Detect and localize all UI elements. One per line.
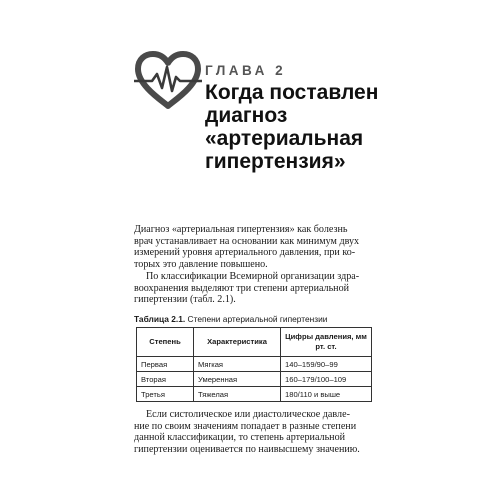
- text-line: гипертензии (табл. 2.1).: [134, 294, 236, 306]
- column-header-pressure: Цифры давления, мм рт. ст.: [281, 328, 372, 357]
- paragraph-diagnosis: [134, 224, 370, 270]
- table-caption-label: Таблица 2.1.: [134, 314, 186, 324]
- hypertension-grades-table: [136, 327, 372, 402]
- chapter-label: ГЛАВА 2: [205, 63, 287, 78]
- text-line: торых это давление повышено.: [134, 258, 268, 270]
- table-caption: [134, 314, 327, 324]
- text-line: ние по своим значениям попадает в разные степени: [134, 420, 357, 432]
- table-header-row: [137, 328, 372, 357]
- heart-pulse-icon: [134, 50, 202, 110]
- column-header-characteristic: Характеристика: [194, 328, 281, 357]
- column-header-grade: Степень: [137, 328, 194, 357]
- paragraph-highest-value: [134, 409, 370, 455]
- table-cell: Умеренная: [194, 372, 281, 387]
- chapter-title-line: гипертензия»: [205, 150, 346, 173]
- paragraph-who-classification: [134, 271, 370, 306]
- chapter-title-line: диагноз: [205, 104, 288, 127]
- table-row: [137, 387, 372, 402]
- table-cell: Вторая: [137, 372, 194, 387]
- table-cell: 140–159/90–99: [281, 357, 372, 372]
- chapter-title-line: «артериальная: [205, 127, 364, 150]
- text-line: воохранения выделяют три степени артериальной: [134, 282, 350, 294]
- table-cell: 160–179/100–109: [281, 372, 372, 387]
- table-caption-text: Степени артериальной гипертензии: [187, 314, 328, 324]
- text-line: гипертензии оценивается по наивысшему значению.: [134, 443, 360, 455]
- table-cell: Первая: [137, 357, 194, 372]
- text-line: врач устанавливает на основании как минимум двух: [134, 235, 360, 247]
- text-line: Если систолическое или диастолическое давле-: [146, 409, 350, 420]
- table-cell: Третья: [137, 387, 194, 402]
- text-line: данной классификации, то степень артериальной: [134, 432, 346, 444]
- table-cell: 180/110 и выше: [281, 387, 372, 402]
- text-line: По классификации Всемирной организации здра-: [146, 271, 360, 282]
- chapter-title-line: Когда поставлен: [205, 81, 379, 104]
- text-line: Диагноз «артериальная гипертензия» как болезнь: [134, 224, 348, 235]
- chapter-title: [205, 81, 405, 173]
- table-cell: Мягкая: [194, 357, 281, 372]
- table-row: [137, 357, 372, 372]
- table-cell: Тяжелая: [194, 387, 281, 402]
- text-line: измерений уровня артериального давления, при ко-: [134, 247, 356, 259]
- table-row: [137, 372, 372, 387]
